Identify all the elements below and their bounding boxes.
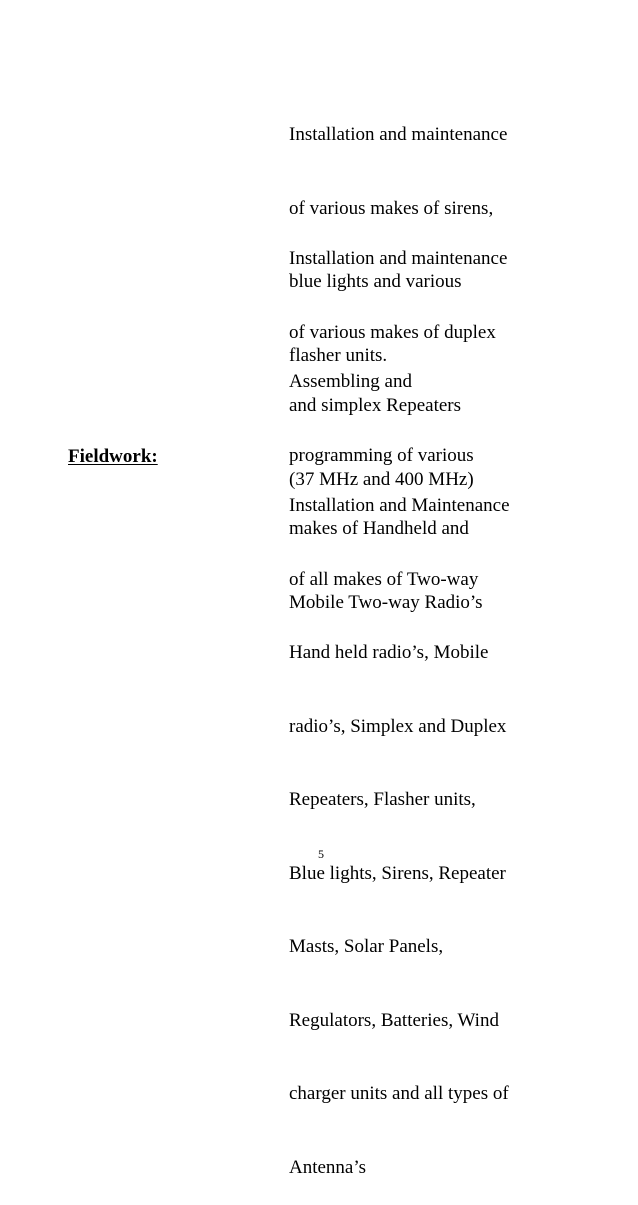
text-line: Repeaters, Flasher units, (289, 789, 476, 810)
text-line: Installation and Maintenance (289, 495, 510, 516)
text-line: charger units and all types of (289, 1083, 509, 1104)
text-line: Installation and maintenance (289, 248, 508, 269)
text-line: Mobile Two-way Radio’s (289, 591, 483, 613)
text-line: Regulators, Batteries, Wind (289, 1009, 499, 1031)
text-line: radio’s, Simplex and Duplex (289, 715, 507, 737)
text-line: Masts, Solar Panels, (289, 936, 444, 957)
text-line: Installation and maintenance (289, 124, 508, 145)
text-line: flasher units. (289, 344, 388, 366)
text-line: (37 MHz and 400 MHz) (289, 468, 474, 490)
text-line: of various makes of sirens, (289, 197, 494, 219)
text-line: blue lights and various (289, 271, 462, 292)
text-line: of all makes of Two-way (289, 568, 479, 590)
text-line: Antenna’s (289, 1156, 367, 1178)
paragraph-fieldwork (289, 445, 510, 1205)
text-line: Blue lights, Sirens, Repeater (289, 862, 506, 884)
text-line: programming of various (289, 444, 474, 466)
text-line: Assembling and (289, 371, 412, 392)
text-line: of various makes of duplex (289, 321, 496, 343)
text-line: Hand held radio’s, Mobile (289, 642, 489, 663)
fieldwork-heading: Fieldwork: (68, 446, 158, 467)
page-number: 5 (318, 847, 324, 861)
text-line: and simplex Repeaters (289, 395, 462, 416)
text-line: makes of Handheld and (289, 518, 469, 539)
